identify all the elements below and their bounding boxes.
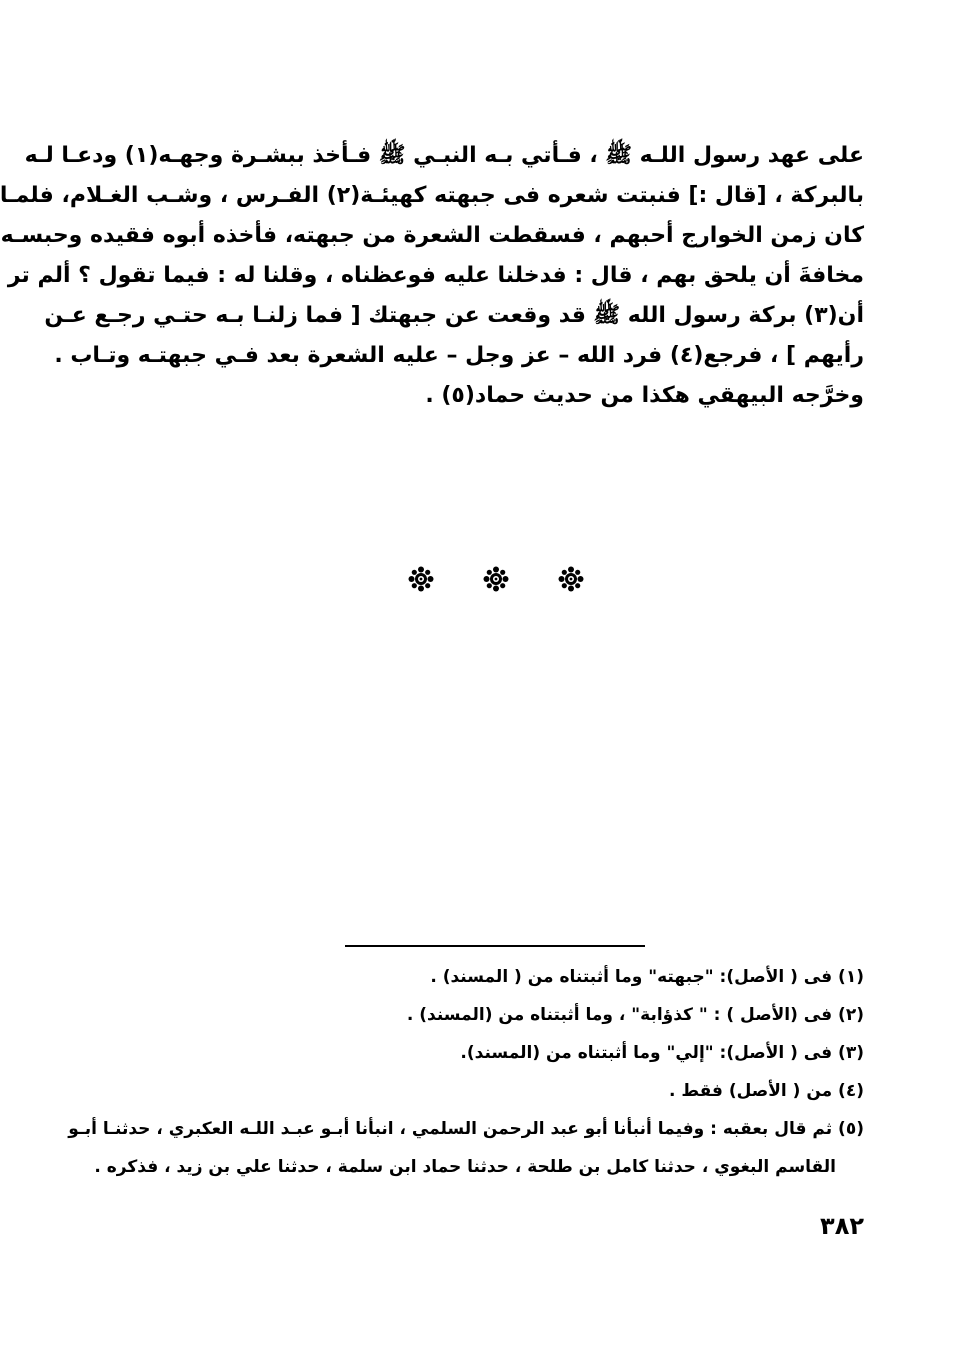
footnote-continuation: القاسم البغوي ، حدثنا كامل بن طلحة ، حدثنا حماد ابن سلمة ، حدثنا علي بن زيد ، فذكره . [94, 1157, 836, 1177]
footnote-item: (٤) من ( الأصل) فقط . [668, 1081, 864, 1101]
main-text-line: كان زمن الخوارج أحبهم ، فسقطت الشعرة من جبهته، فأخذه أبوه فقيده وحبسـه [0, 223, 864, 248]
main-text-line: رأيهم ] ، فرجع(٤) فرد الله – عز وجل – عليه الشعرة بعد فـي جبهتـه وتـاب . [54, 343, 864, 368]
ornament-icon [483, 566, 509, 592]
ornament-icon [408, 566, 434, 592]
main-text-line: مخافةَ أن يلحق بهم ، قال : فدخلنا عليه فوعظناه ، وقلنا له : فيما تقول ؟ ألم تر [7, 263, 864, 288]
main-text-line: وخرَّجه البيهقي هكذا من حديث حماد(٥) . [425, 383, 864, 408]
footnotes-block [68, 958, 864, 1186]
footnote-item: (٥) ثم قال بعقبه : وفيما أنبأنا أبو عبد الرحمن السلمي ، انبأنا أبـو عبـد اللـه العكبري ، حدثنـا أبـو [68, 1119, 864, 1139]
ornament-icon [558, 566, 584, 592]
main-text-line: أن(٣) بركة رسول الله ﷺ قد وقعت عن جبهتك [ فما زلنـا بـه حتـي رجـع عـن [44, 303, 864, 328]
main-text-block [0, 136, 864, 416]
section-divider-ornaments [408, 566, 584, 594]
footnote-item: (١) فى ( الأصل): "جبهته" وما أثبتناه من ( المسند) . [430, 967, 864, 987]
page-number: ٣٨٢ [820, 1212, 864, 1240]
main-text-line: بالبركة ، [قال :] فنبتت شعره فى جبهته كهيئـة(٢) الفـرس ، وشـب الغـلام، فلمـا [0, 183, 864, 208]
footnote-separator [345, 945, 645, 947]
footnote-item: (٣) فى ( الأصل): "إلي" وما أثبتناه من (المسند). [460, 1043, 864, 1063]
footnote-item: (٢) فى (الأصل ) : " كذؤابة" ، وما أثبتناه من (المسند) . [406, 1005, 864, 1025]
main-text-line: على عهد رسول اللـه ﷺ ، فـأتي بـه النبـي ﷺ فـأخذ ببشـرة وجهـه(١) ودعـا لـه [24, 143, 864, 168]
